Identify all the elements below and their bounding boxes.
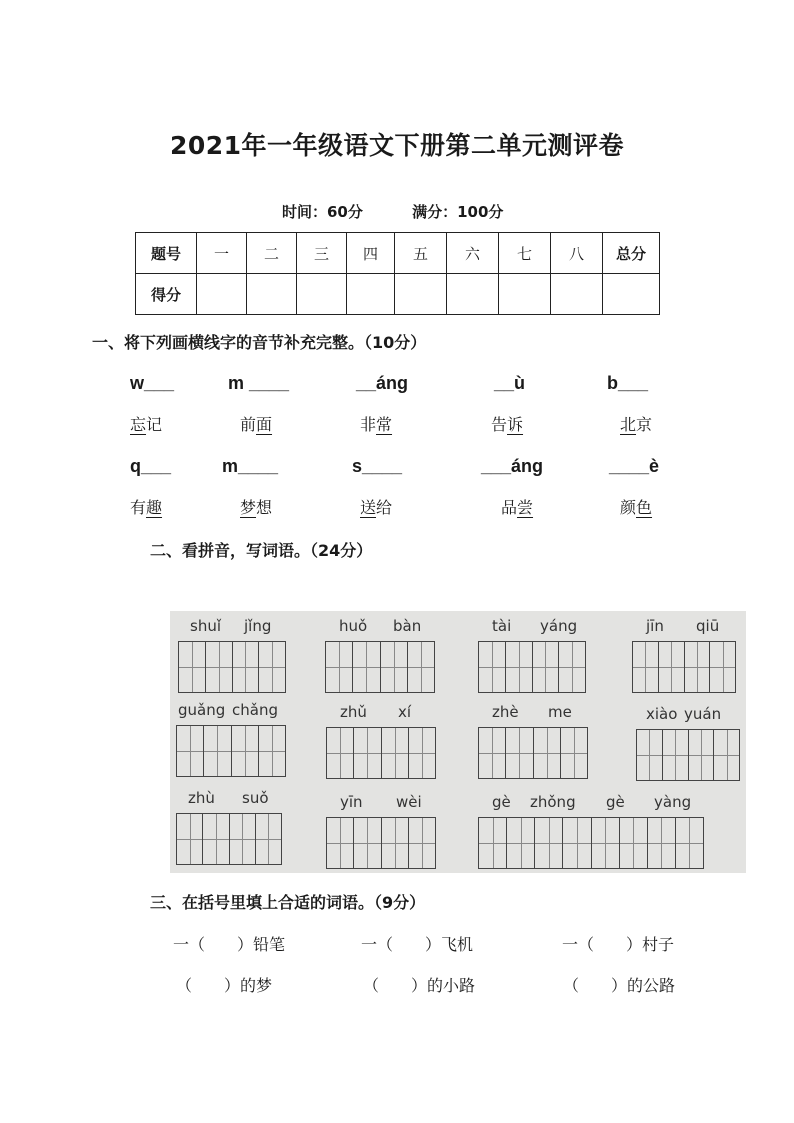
pinyin-syllable: yáng <box>540 617 578 635</box>
fill-blank-item[interactable]: 一（ ）村子 <box>562 935 675 954</box>
page-title: 2021年一年级语文下册第二单元测评卷 <box>169 131 625 160</box>
pinyin-syllable: jīn <box>646 617 664 635</box>
pinyin-syllable: tài <box>492 617 512 635</box>
writing-cell[interactable] <box>479 818 507 868</box>
pinyin-blank: m____ <box>222 456 279 476</box>
pinyin-blank: m ____ <box>228 373 290 393</box>
writing-cell[interactable] <box>354 818 381 868</box>
writing-cell[interactable] <box>561 728 587 778</box>
writing-cell[interactable] <box>177 726 204 776</box>
pinyin-syllable: suǒ <box>242 789 269 807</box>
writing-cell[interactable] <box>620 818 648 868</box>
pinyin-syllable: xí <box>398 703 412 721</box>
pinyin-syllable: huǒ <box>339 617 368 635</box>
writing-cell[interactable] <box>408 642 434 692</box>
fill-blank-item[interactable]: （ ）的小路 <box>363 976 476 995</box>
pinyin-syllable: zhǔ <box>340 703 367 721</box>
section3-heading: 三、在括号里填上合适的词语。（9分） <box>150 893 426 912</box>
writing-cell[interactable] <box>206 642 233 692</box>
pinyin-blank: q___ <box>130 456 172 476</box>
pinyin-syllable: gè <box>606 793 625 811</box>
score-cell[interactable] <box>297 274 347 315</box>
pinyin-syllable: wèi <box>396 793 422 811</box>
score-col-3: 三 <box>297 233 347 274</box>
writing-cell[interactable] <box>230 814 256 864</box>
score-col-1: 一 <box>197 233 247 274</box>
writing-cell[interactable] <box>714 730 739 780</box>
writing-cell[interactable] <box>259 642 285 692</box>
word-item: 前面 <box>240 415 273 434</box>
fill-blank-item[interactable]: 一（ ）飞机 <box>361 935 474 954</box>
writing-grid[interactable] <box>325 641 435 693</box>
writing-grid[interactable] <box>326 727 436 779</box>
writing-cell[interactable] <box>203 814 229 864</box>
pinyin-writing-photo <box>170 611 746 873</box>
writing-cell[interactable] <box>354 728 381 778</box>
pinyin-syllable: jǐng <box>244 617 272 635</box>
writing-cell[interactable] <box>563 818 591 868</box>
pinyin-blank: s____ <box>352 456 403 476</box>
score-table-header-label: 题号 <box>136 233 197 274</box>
score-cell[interactable] <box>603 274 660 315</box>
writing-cell[interactable] <box>327 818 354 868</box>
pinyin-syllable: me <box>548 703 572 721</box>
word-item: 非常 <box>360 415 393 434</box>
fill-blank-item[interactable]: 一（ ）铅笔 <box>173 935 286 954</box>
writing-cell[interactable] <box>381 642 408 692</box>
writing-cell[interactable] <box>233 642 260 692</box>
score-col-6: 六 <box>447 233 499 274</box>
writing-cell[interactable] <box>409 818 435 868</box>
writing-grid[interactable] <box>632 641 736 693</box>
pinyin-syllable: yàng <box>654 793 692 811</box>
fill-blank-item[interactable]: （ ）的公路 <box>563 976 676 995</box>
writing-grid[interactable] <box>178 641 286 693</box>
word-item: 告诉 <box>491 415 524 434</box>
fill-blank-item[interactable]: （ ）的梦 <box>176 976 273 995</box>
score-cell[interactable] <box>247 274 297 315</box>
writing-cell[interactable] <box>533 642 560 692</box>
writing-grid[interactable] <box>176 813 282 865</box>
writing-cell[interactable] <box>326 642 353 692</box>
section2-heading: 二、看拼音，写词语。（24分） <box>150 541 373 560</box>
word-item: 忘记 <box>130 415 163 434</box>
word-item: 颜色 <box>620 498 653 517</box>
writing-cell[interactable] <box>382 728 409 778</box>
score-col-5: 五 <box>395 233 447 274</box>
writing-grid[interactable] <box>478 817 704 869</box>
writing-grid[interactable] <box>478 641 586 693</box>
pinyin-blank: __ù <box>494 373 526 393</box>
score-cell[interactable] <box>551 274 603 315</box>
writing-cell[interactable] <box>559 642 585 692</box>
writing-cell[interactable] <box>710 642 735 692</box>
writing-cell[interactable] <box>409 728 435 778</box>
writing-cell[interactable] <box>179 642 206 692</box>
writing-cell[interactable] <box>676 818 703 868</box>
pinyin-syllable: yuán <box>684 705 722 723</box>
exam-full-score: 满分：100分 <box>412 203 504 221</box>
word-item: 有趣 <box>130 498 163 517</box>
writing-cell[interactable] <box>637 730 663 780</box>
score-table-header-row <box>136 233 660 274</box>
score-col-2: 二 <box>247 233 297 274</box>
writing-cell[interactable] <box>633 642 659 692</box>
score-table-score-label: 得分 <box>136 274 197 315</box>
writing-cell[interactable] <box>535 818 563 868</box>
pinyin-syllable: guǎng <box>178 701 226 719</box>
writing-cell[interactable] <box>685 642 711 692</box>
pinyin-blank: w___ <box>130 373 175 393</box>
score-col-8: 八 <box>551 233 603 274</box>
writing-cell[interactable] <box>534 728 561 778</box>
writing-cell[interactable] <box>204 726 231 776</box>
writing-grid[interactable] <box>176 725 286 777</box>
exam-meta <box>282 201 547 222</box>
pinyin-blank: __áng <box>356 373 409 393</box>
section1-heading: 一、将下列画横线字的音节补充完整。（10分） <box>92 333 427 352</box>
writing-cell[interactable] <box>177 814 203 864</box>
word-item: 品尝 <box>501 498 534 517</box>
pinyin-syllable: zhè <box>492 703 519 721</box>
word-item: 送给 <box>360 498 393 517</box>
word-item: 梦想 <box>240 498 273 517</box>
score-table <box>135 232 660 315</box>
writing-cell[interactable] <box>382 818 409 868</box>
pinyin-syllable: shuǐ <box>190 617 221 635</box>
pinyin-syllable: xiào <box>646 705 678 723</box>
pinyin-syllable: gè <box>492 793 511 811</box>
score-col-4: 四 <box>347 233 395 274</box>
writing-cell[interactable] <box>659 642 685 692</box>
pinyin-syllable: zhù <box>188 789 215 807</box>
writing-cell[interactable] <box>479 728 506 778</box>
score-cell[interactable] <box>447 274 499 315</box>
exam-time: 时间：60分 <box>282 203 363 221</box>
score-cell[interactable] <box>197 274 247 315</box>
writing-cell[interactable] <box>353 642 380 692</box>
pinyin-syllable: yīn <box>340 793 363 811</box>
writing-cell[interactable] <box>232 726 259 776</box>
writing-cell[interactable] <box>506 642 533 692</box>
word-item: 北京 <box>620 415 653 434</box>
score-cell[interactable] <box>395 274 447 315</box>
writing-cell[interactable] <box>592 818 620 868</box>
writing-cell[interactable] <box>507 818 535 868</box>
score-cell[interactable] <box>499 274 551 315</box>
score-col-total: 总分 <box>603 233 660 274</box>
writing-cell[interactable] <box>648 818 676 868</box>
writing-cell[interactable] <box>506 728 533 778</box>
pinyin-syllable: chǎng <box>232 701 278 719</box>
writing-cell[interactable] <box>256 814 281 864</box>
writing-grid[interactable] <box>326 817 436 869</box>
pinyin-syllable: zhǒng <box>530 793 576 811</box>
score-table-score-row <box>136 274 660 315</box>
pinyin-syllable: bàn <box>393 617 422 635</box>
writing-grid[interactable] <box>636 729 740 781</box>
pinyin-syllable: qiū <box>696 617 720 635</box>
writing-cell[interactable] <box>259 726 285 776</box>
writing-grid[interactable] <box>478 727 588 779</box>
pinyin-blank: b___ <box>607 373 649 393</box>
score-cell[interactable] <box>347 274 395 315</box>
pinyin-blank: ____è <box>609 456 660 476</box>
pinyin-blank: ___áng <box>481 456 544 476</box>
score-col-7: 七 <box>499 233 551 274</box>
writing-cell[interactable] <box>479 642 506 692</box>
writing-cell[interactable] <box>327 728 354 778</box>
writing-cell[interactable] <box>663 730 689 780</box>
writing-cell[interactable] <box>689 730 715 780</box>
